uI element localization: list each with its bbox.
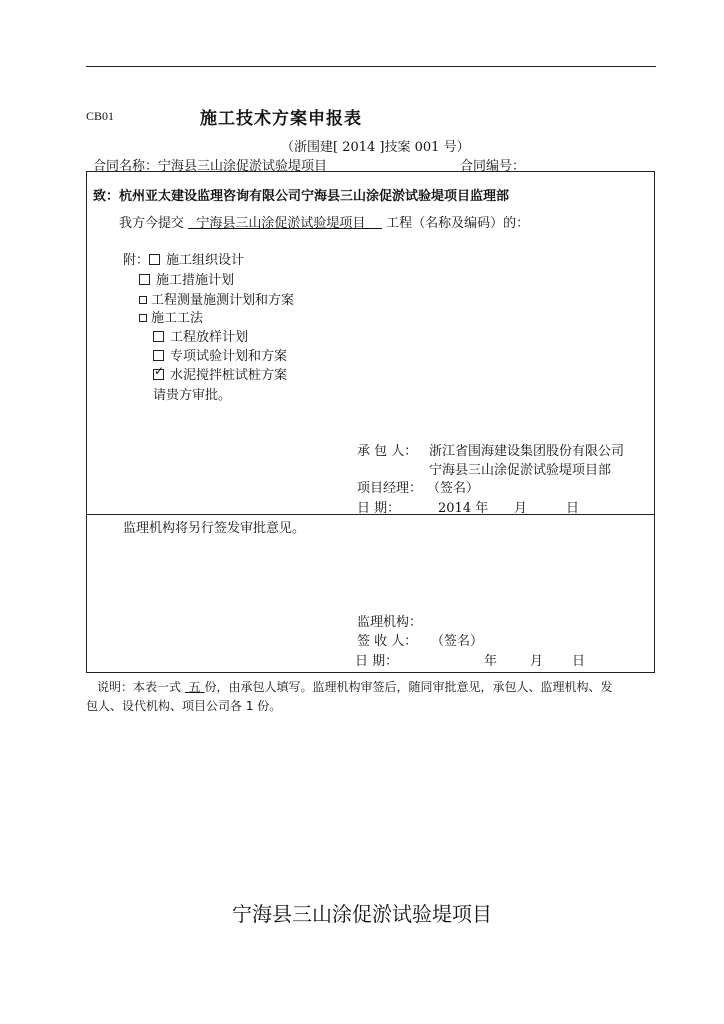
note-line-1: 说明：本表一式 五 份，由承包人填写。监理机构审签后，随同审批意见，承包人、监理机构、发	[97, 680, 613, 694]
date-month: 月	[514, 501, 528, 516]
attachment-item-7: ✓水泥搅拌桩试桩方案	[153, 364, 287, 383]
pm-label: 项目经理：	[357, 481, 423, 496]
attach-label: 附：	[123, 253, 150, 268]
attachment-item-1: 附： 施工组织设计	[123, 253, 245, 268]
date-year: 2014 年	[438, 501, 489, 516]
contract-name: 合同名称：宁海县三山涂促淤试验堤项目	[93, 159, 328, 174]
supervision-opinion: 监理机构将另行签发审批意见。	[123, 521, 306, 536]
checkbox-icon[interactable]	[139, 296, 147, 304]
supervision-org-label: 监理机构：	[357, 615, 423, 630]
form-frame	[86, 171, 655, 673]
contractor-dept: 宁海县三山涂促淤试验堤项目部	[429, 463, 612, 478]
page-title: 施工技术方案申报表	[200, 109, 362, 129]
contractor-name: 浙江省围海建设集团股份有限公司	[429, 444, 625, 459]
receiver-signature: （签名）	[431, 634, 484, 649]
attachment-item-6: 专项试验计划和方案	[153, 345, 287, 364]
checkbox-icon[interactable]	[139, 314, 147, 322]
receiver-label: 签 收 人：	[357, 634, 418, 649]
contractor-label: 承 包 人：	[357, 444, 418, 459]
checkbox-icon[interactable]	[153, 331, 164, 342]
supervision-date-day: 日	[572, 654, 586, 669]
date-label: 日 期：	[357, 501, 401, 516]
submit-suffix: 工程（名称及编码）的：	[386, 216, 530, 231]
note-line-2: 包人、设代机构、项目公司各 1 份。	[86, 699, 282, 713]
submission-line	[119, 212, 529, 231]
document-number: （浙围建[ 2014 ]技案 001 号）	[281, 140, 470, 155]
supervision-date-month: 月	[530, 654, 544, 669]
form-code: CB01	[86, 109, 115, 123]
attachment-item-3: 工程测量施测计划和方案	[139, 289, 294, 308]
contract-number: 合同编号：	[460, 159, 526, 174]
supervision-date-label: 日 期：	[355, 654, 399, 669]
attachment-item-5: 工程放样计划	[153, 326, 248, 345]
submit-prefix: 我方今提交	[119, 216, 185, 231]
date-day: 日	[566, 501, 580, 516]
addressee: 致：杭州亚太建设监理咨询有限公司宁海县三山涂促淤试验堤项目监理部	[93, 189, 510, 204]
footer-project-name: 宁海县三山涂促淤试验堤项目	[232, 902, 492, 926]
pm-signature: （签名）	[427, 481, 480, 496]
submit-project: 宁海县三山涂促淤试验堤项目	[196, 216, 366, 231]
supervision-date-year: 年	[484, 654, 498, 669]
checked-checkbox-icon[interactable]	[153, 369, 164, 380]
top-rule	[86, 66, 656, 67]
checkbox-icon[interactable]	[153, 350, 164, 361]
checkbox-icon[interactable]	[139, 274, 150, 285]
request-text: 请贵方审批。	[153, 388, 232, 403]
attachment-item-2: 施工措施计划	[139, 269, 234, 288]
copies-count: 五	[188, 680, 201, 694]
attachment-item-4: 施工工法	[139, 307, 203, 326]
checkbox-icon[interactable]	[149, 254, 160, 265]
